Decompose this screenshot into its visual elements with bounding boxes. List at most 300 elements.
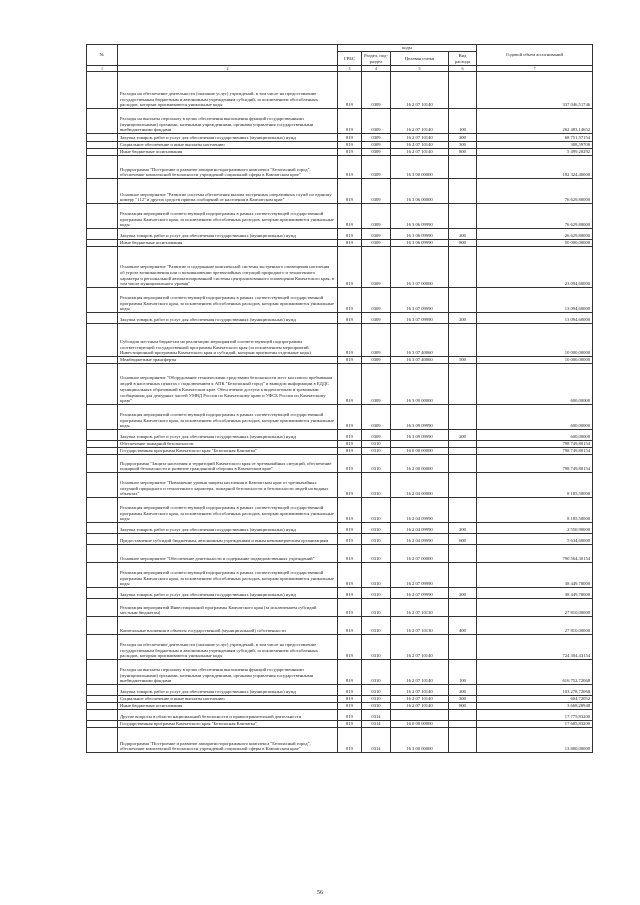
grbs-cell: 819: [338, 696, 362, 703]
item-name-cell: Реализация мероприятий соответствующей подпрограммы в рамках соответствующей государственной программы Камчатского края, за исключением обособленных расходов, которым присваиваются уникальные коды: [118, 563, 338, 588]
item-name-cell: Реализация мероприятий соответствующей подпрограммы в рамках соответствующей государственной программы Камчатского края, за исключением обособленных расходов, которым присваиваются уникальные коды: [118, 288, 338, 313]
item-name-cell: Закупка товаров, работ и услуг для обеспечения государственных (муниципальных) нужд: [118, 430, 338, 441]
section-cell: 0310: [362, 448, 391, 455]
row-number-cell: [87, 685, 118, 696]
expense-type-cell: [449, 455, 477, 473]
table-row: [87, 149, 593, 156]
grbs-cell: 819: [338, 473, 362, 498]
table-row: [87, 441, 593, 448]
expense-type-cell: [449, 156, 477, 179]
table-body: [87, 72, 593, 753]
table-row: [87, 545, 593, 563]
row-number-cell: [87, 703, 118, 710]
grbs-cell: 819: [338, 405, 362, 430]
table-row: [87, 142, 593, 149]
item-name-cell: Реализация мероприятий Инвестиционной программы Камчатского края (за исключением субсидий местным бюджетам): [118, 599, 338, 617]
expense-type-cell: 200: [449, 134, 477, 142]
table-row: [87, 563, 593, 588]
amount-cell: 103 278,72068: [477, 685, 593, 696]
target-article-cell: 16 2 00 00000: [391, 455, 449, 473]
table-row: [87, 703, 593, 710]
row-number-cell: [87, 142, 118, 149]
index-cell: 3: [338, 66, 362, 72]
target-article-cell: 16 2 07 09990: [391, 588, 449, 599]
expense-type-cell: [449, 324, 477, 357]
table-row: [87, 696, 593, 703]
expense-type-cell: [449, 441, 477, 448]
amount-cell: 38 449,78000: [477, 588, 593, 599]
grbs-cell: 819: [338, 134, 362, 142]
table-row: [87, 617, 593, 635]
codes-group-header: коды: [338, 45, 477, 52]
target-article-cell: 16 2 07 10140: [391, 142, 449, 149]
expense-type-cell: [449, 710, 477, 721]
grbs-cell: 819: [338, 498, 362, 523]
expense-type-cell: 100: [449, 109, 477, 134]
page-number: 56: [317, 890, 323, 896]
grbs-cell: 819: [338, 109, 362, 134]
section-cell: 0310: [362, 599, 391, 617]
expense-type-cell: 600: [449, 534, 477, 545]
expense-type-cell: 200: [449, 313, 477, 324]
amount-cell: 262 483,14652: [477, 109, 593, 134]
section-cell: 0309: [362, 109, 391, 134]
item-name-cell: Основное мероприятие "Развитие системы обеспечения вызова экстренных оперативных служб по единому номеру "112" и других средств приема сообщений от населения в Камчатском крае": [118, 179, 338, 204]
target-article-cell: 16 2 07 10140: [391, 109, 449, 134]
section-cell: 0309: [362, 324, 391, 357]
section-cell: 0310: [362, 617, 391, 635]
target-article-cell: 16 3 09 09990: [391, 405, 449, 430]
expense-type-cell: 300: [449, 142, 477, 149]
amount-cell: 600,00000: [477, 430, 593, 441]
section-cell: 0310: [362, 563, 391, 588]
amount-cell: 8 185,50000: [477, 498, 593, 523]
row-number-cell: [87, 660, 118, 685]
row-number-cell: [87, 635, 118, 660]
table-row: [87, 247, 593, 288]
section-cell: 0310: [362, 534, 391, 545]
grbs-cell: 819: [338, 288, 362, 313]
amount-cell: 13 800,00000: [477, 728, 593, 753]
target-article-cell: 16 2 07 10130: [391, 617, 449, 635]
expense-type-cell: 200: [449, 588, 477, 599]
expense-type-cell: 800: [449, 149, 477, 156]
index-cell: 5: [391, 66, 449, 72]
grbs-cell: 819: [338, 728, 362, 753]
index-cell: 2: [118, 66, 338, 72]
expense-type-cell: 300: [449, 696, 477, 703]
row-number-cell: [87, 721, 118, 728]
item-name-cell: Закупка товаров, работ и услуг для обеспечения государственных (муниципальных) нужд: [118, 523, 338, 534]
item-name-cell: Подпрограмма "Защита населения и территорий Камчатского края от чрезвычайных ситуаций, обеспечение пожарной безопасности и развитие гражданской обороны в Камчатском крае": [118, 455, 338, 473]
target-article-cell: 16 3 09 00000: [391, 364, 449, 405]
row-number-cell: [87, 523, 118, 534]
section-cell: 0310: [362, 660, 391, 685]
row-number-cell: [87, 313, 118, 324]
table-row: [87, 109, 593, 134]
row-number-cell: [87, 563, 118, 588]
grbs-cell: 819: [338, 247, 362, 288]
row-number-cell: [87, 357, 118, 364]
item-name-cell: Иные бюджетные ассигнования: [118, 149, 338, 156]
amount-cell: 8 185,50000: [477, 473, 593, 498]
table-row: [87, 357, 593, 364]
section-cell: 0309: [362, 313, 391, 324]
section-cell: 0309: [362, 204, 391, 229]
section-cell: 0309: [362, 149, 391, 156]
table-row: [87, 523, 593, 534]
target-article-cell: 16 2 07 09990: [391, 563, 449, 588]
expense-type-cell: [449, 635, 477, 660]
item-name-cell: Основное мероприятие "Развитие и содержание комплексной системы экстренного оповещения населения об угрозе возникновения или о возникновении чрезвычайных ситуаций природного и техногенного характера и региональной автоматизированной системы централизованного оповещения Камчатского края, в том числе муниципального уровня": [118, 247, 338, 288]
expense-type-cell: 500: [449, 357, 477, 364]
index-cell: 6: [449, 66, 477, 72]
row-number-cell: [87, 109, 118, 134]
amount-cell: 76 629,80000: [477, 179, 593, 204]
target-article-cell: 16 3 06 09990: [391, 240, 449, 247]
grbs-cell: 819: [338, 703, 362, 710]
item-name-cell: Закупка товаров, работ и услуг для обеспечения государственных (муниципальных) нужд: [118, 588, 338, 599]
amount-cell: 10 000,00000: [477, 324, 593, 357]
expense-type-cell: [449, 247, 477, 288]
row-number-cell: [87, 229, 118, 240]
expense-type-cell: 200: [449, 229, 477, 240]
item-name-cell: Закупка товаров, работ и услуг для обеспечения государственных (муниципальных) нужд: [118, 229, 338, 240]
section-cell: 0310: [362, 498, 391, 523]
expense-type-cell: [449, 204, 477, 229]
row-number-cell: [87, 710, 118, 721]
table-row: [87, 405, 593, 430]
grbs-cell: 819: [338, 156, 362, 179]
amount-cell: 798 749,80154: [477, 448, 593, 455]
grbs-cell: 819: [338, 599, 362, 617]
col-grbs-header: ГРБС: [338, 52, 362, 66]
item-name-cell: Закупка товаров, работ и услуг для обеспечения государственных (муниципальных) нужд: [118, 685, 338, 696]
section-cell: 0309: [362, 72, 391, 109]
row-number-cell: [87, 617, 118, 635]
target-article-cell: 16 3 09 09990: [391, 430, 449, 441]
table-row: [87, 599, 593, 617]
section-cell: 0310: [362, 455, 391, 473]
expense-type-cell: [449, 405, 477, 430]
item-name-cell: Иные бюджетные ассигнования: [118, 703, 338, 710]
target-article-cell: 16 3 07 40060: [391, 324, 449, 357]
section-cell: 0310: [362, 545, 391, 563]
index-cell: 7: [477, 66, 593, 72]
grbs-cell: 819: [338, 721, 362, 728]
table-row: [87, 313, 593, 324]
target-article-cell: 16 3 07 00000: [391, 247, 449, 288]
section-cell: 0310: [362, 635, 391, 660]
item-name-cell: Другие вопросы в области национальной безопасности и правоохранительной деятельности: [118, 710, 338, 721]
table-row: [87, 455, 593, 473]
target-article-cell: [391, 710, 449, 721]
expense-type-cell: 200: [449, 523, 477, 534]
target-article-cell: 16 3 00 00000: [391, 728, 449, 753]
table-row: [87, 204, 593, 229]
target-article-cell: 16 0 00 00000: [391, 448, 449, 455]
target-article-cell: 16 2 07 10130: [391, 599, 449, 617]
section-cell: 0309: [362, 156, 391, 179]
section-cell: 0310: [362, 441, 391, 448]
amount-cell: 604,72052: [477, 696, 593, 703]
amount-cell: 76 629,80000: [477, 204, 593, 229]
row-number-cell: [87, 405, 118, 430]
section-cell: 0314: [362, 728, 391, 753]
table-row: [87, 430, 593, 441]
item-name-cell: Расходы на обеспечение деятельности (оказание услуг) учреждений, в том числе на предоставление государственным бюджетным и автономным учреждениям субсидий, за исключением обособленных расходов, которым присваиваются уникальные коды: [118, 635, 338, 660]
item-name-cell: Государственная программа Камчатского края "Безопасная Камчатка": [118, 448, 338, 455]
col-amount-header: Годовой объем ассигнований: [477, 45, 593, 66]
target-article-cell: 16 3 06 00000: [391, 179, 449, 204]
amount-cell: 600,00000: [477, 405, 593, 430]
grbs-cell: 819: [338, 149, 362, 156]
row-number-cell: [87, 72, 118, 109]
item-name-cell: Расходы на выплаты персоналу в целях обеспечения выполнения функций государственными (муниципальными) органами, казенными учреждениями, органами управления государственными внебюджетными фондами: [118, 660, 338, 685]
amount-cell: 50 000,00000: [477, 240, 593, 247]
grbs-cell: 819: [338, 534, 362, 545]
expense-type-cell: [449, 498, 477, 523]
amount-cell: 724 304,43154: [477, 635, 593, 660]
grbs-cell: 819: [338, 324, 362, 357]
table-row: [87, 728, 593, 753]
row-number-cell: [87, 430, 118, 441]
item-name-cell: Межбюджетные трансферты: [118, 357, 338, 364]
index-cell: 4: [362, 66, 391, 72]
section-cell: 0309: [362, 240, 391, 247]
row-number-cell: [87, 473, 118, 498]
col-section-header: Раздел, под-раздел: [362, 52, 391, 66]
grbs-cell: 819: [338, 430, 362, 441]
target-article-cell: 16 3 06 09990: [391, 229, 449, 240]
row-number-cell: [87, 149, 118, 156]
section-cell: 0310: [362, 473, 391, 498]
table-row: [87, 179, 593, 204]
table-row: [87, 588, 593, 599]
expense-type-cell: [449, 728, 477, 753]
item-name-cell: Подпрограмма "Построение и развитие аппаратно-программного комплекса "Безопасный город", обеспечение комплексной безопасности учреждений социальной сферы в Камчатском крае": [118, 156, 338, 179]
grbs-cell: 819: [338, 441, 362, 448]
row-number-cell: [87, 179, 118, 204]
item-name-cell: Реализация мероприятий соответствующей подпрограммы в рамках соответствующей государственной программы Камчатского края, за исключением обособленных расходов, которым присваиваются уникальные коды: [118, 405, 338, 430]
grbs-cell: 819: [338, 635, 362, 660]
col-name-header: [118, 45, 338, 66]
item-name-cell: Капитальные вложения в объекты государственной (муниципальной) собственности: [118, 617, 338, 635]
section-cell: 0309: [362, 288, 391, 313]
table-row: [87, 288, 593, 313]
row-number-cell: [87, 441, 118, 448]
amount-cell: 10 000,00000: [477, 357, 593, 364]
target-article-cell: 16 2 07 10140: [391, 660, 449, 685]
grbs-cell: 819: [338, 563, 362, 588]
target-article-cell: 16 3 00 00000: [391, 156, 449, 179]
row-number-cell: [87, 498, 118, 523]
amount-cell: 337 046,51746: [477, 72, 593, 109]
expense-type-cell: [449, 721, 477, 728]
item-name-cell: Закупка товаров, работ и услуг для обеспечения государственных (муниципальных) нужд: [118, 313, 338, 324]
expense-type-cell: [449, 288, 477, 313]
row-number-cell: [87, 134, 118, 142]
amount-cell: 27 810,00000: [477, 599, 593, 617]
item-name-cell: Реализация мероприятий соответствующей подпрограммы в рамках соответствующей государственной программы Камчатского края, за исключением обособленных расходов, которым присваиваются уникальные коды: [118, 498, 338, 523]
target-article-cell: 16 2 07 10140: [391, 72, 449, 109]
amount-cell: 3 668,28948: [477, 703, 593, 710]
expense-type-cell: [449, 72, 477, 109]
amount-cell: 2 550,90000: [477, 523, 593, 534]
target-article-cell: 16 2 07 10140: [391, 703, 449, 710]
row-number-cell: [87, 588, 118, 599]
section-cell: 0314: [362, 710, 391, 721]
expense-type-cell: 400: [449, 617, 477, 635]
target-article-cell: 16 0 00 00000: [391, 721, 449, 728]
grbs-cell: 819: [338, 313, 362, 324]
amount-cell: 13 094,60000: [477, 288, 593, 313]
budget-document: [86, 44, 592, 753]
col-type-header: Вид расхода: [449, 52, 477, 66]
item-name-cell: Социальное обеспечение и иные выплаты населению: [118, 142, 338, 149]
table-row: [87, 685, 593, 696]
col-target-header: Целевая статья: [391, 52, 449, 66]
col-number-header: №: [87, 45, 118, 66]
target-article-cell: 16 2 04 09990: [391, 534, 449, 545]
target-article-cell: 16 2 07 10140: [391, 149, 449, 156]
expense-type-cell: [449, 179, 477, 204]
table-row: [87, 534, 593, 545]
section-cell: 0309: [362, 179, 391, 204]
table-row: [87, 156, 593, 179]
amount-cell: 13 094,60000: [477, 313, 593, 324]
item-name-cell: Иные бюджетные ассигнования: [118, 240, 338, 247]
target-article-cell: 16 2 07 10140: [391, 134, 449, 142]
grbs-cell: 819: [338, 455, 362, 473]
item-name-cell: Обеспечение пожарной безопасности: [118, 441, 338, 448]
amount-cell: 308,59708: [477, 142, 593, 149]
target-article-cell: 16 2 04 09990: [391, 523, 449, 534]
target-article-cell: 16 2 04 09990: [391, 498, 449, 523]
item-name-cell: Основное мероприятие "Обеспечение деятельности и содержание подведомственных учреждений": [118, 545, 338, 563]
grbs-cell: 819: [338, 72, 362, 109]
amount-cell: 798 749,80154: [477, 441, 593, 448]
item-name-cell: Основное мероприятие "Повышение уровня защиты населения в Камчатском крае от чрезвычайных ситуаций природного и техногенного характера, пожарной безопасности и безопасности людей на водных объектах": [118, 473, 338, 498]
target-article-cell: 16 3 07 40060: [391, 357, 449, 364]
expense-type-cell: [449, 599, 477, 617]
expense-type-cell: [449, 364, 477, 405]
section-cell: 0309: [362, 357, 391, 364]
table-row: [87, 229, 593, 240]
grbs-cell: 819: [338, 660, 362, 685]
section-cell: 0310: [362, 703, 391, 710]
expense-type-cell: [449, 448, 477, 455]
expense-type-cell: [449, 473, 477, 498]
section-cell: 0309: [362, 364, 391, 405]
table-row: [87, 473, 593, 498]
table-row: [87, 240, 593, 247]
row-number-cell: [87, 204, 118, 229]
item-name-cell: Государственная программа Камчатского края "Безопасная Камчатка": [118, 721, 338, 728]
grbs-cell: 819: [338, 364, 362, 405]
amount-cell: 27 810,00000: [477, 617, 593, 635]
grbs-cell: 819: [338, 179, 362, 204]
item-name-cell: Основное мероприятие "Оборудование техническими средствами безопасности мест массового пребывания людей в населенных пунктах с подключением к АПК "Безопасный город" и выводом информации в ЕДДС муниципальных образований в Камчатском крае. Обеспечение доступа к видеопотокам и тревожным сообщениям для дежурных частей УМВД России по Камчатскому краю и УФСБ России по Камчатскому краю": [118, 364, 338, 405]
index-cell: 1: [87, 66, 118, 72]
grbs-cell: 819: [338, 545, 362, 563]
amount-cell: 23 094,60000: [477, 247, 593, 288]
section-cell: 0314: [362, 721, 391, 728]
section-cell: 0310: [362, 685, 391, 696]
item-name-cell: Подпрограмма "Построение и развитие аппаратно-программного комплекса "Безопасный город", обеспечение комплексной безопасности учреждений социальной сферы в Камчатском крае": [118, 728, 338, 753]
expense-type-cell: 800: [449, 240, 477, 247]
table-header: [87, 45, 593, 72]
row-number-cell: [87, 240, 118, 247]
item-name-cell: Закупка товаров, работ и услуг для обеспечения государственных (муниципальных) нужд: [118, 134, 338, 142]
row-number-cell: [87, 599, 118, 617]
amount-cell: 17 685,83200: [477, 721, 593, 728]
grbs-cell: 819: [338, 240, 362, 247]
grbs-cell: 819: [338, 448, 362, 455]
amount-cell: 102 324,40000: [477, 156, 593, 179]
target-article-cell: 16 3 07 09990: [391, 288, 449, 313]
grbs-cell: 819: [338, 523, 362, 534]
grbs-cell: 819: [338, 588, 362, 599]
amount-cell: 68 751,57154: [477, 134, 593, 142]
amount-cell: 5 634,60000: [477, 534, 593, 545]
amount-cell: 616 752,72068: [477, 660, 593, 685]
grbs-cell: 819: [338, 142, 362, 149]
target-article-cell: 16 3 07 09990: [391, 313, 449, 324]
target-article-cell: 16 2 07 10140: [391, 635, 449, 660]
item-name-cell: Реализация мероприятий соответствующей подпрограммы в рамках соответствующей государственной программы Камчатского края, за исключением обособленных расходов, которым присваиваются уникальные коды: [118, 204, 338, 229]
row-number-cell: [87, 288, 118, 313]
target-article-cell: 16 2 07 10140: [391, 685, 449, 696]
amount-cell: 600,00000: [477, 364, 593, 405]
section-cell: 0310: [362, 696, 391, 703]
amount-cell: 26 629,80000: [477, 229, 593, 240]
section-cell: 0310: [362, 588, 391, 599]
section-cell: 0310: [362, 523, 391, 534]
amount-cell: 38 449,78000: [477, 563, 593, 588]
expense-type-cell: 200: [449, 430, 477, 441]
table-row: [87, 324, 593, 357]
section-cell: 0309: [362, 229, 391, 240]
expense-type-cell: 800: [449, 703, 477, 710]
grbs-cell: 819: [338, 229, 362, 240]
table-row: [87, 448, 593, 455]
item-name-cell: Социальное обеспечение и иные выплаты населению: [118, 696, 338, 703]
row-number-cell: [87, 156, 118, 179]
expense-type-cell: 200: [449, 685, 477, 696]
amount-cell: 5 499,20292: [477, 149, 593, 156]
grbs-cell: 819: [338, 357, 362, 364]
row-number-cell: [87, 455, 118, 473]
table-row: [87, 710, 593, 721]
target-article-cell: 16 2 04 00000: [391, 473, 449, 498]
target-article-cell: 16 2 07 10140: [391, 696, 449, 703]
section-cell: 0309: [362, 405, 391, 430]
row-number-cell: [87, 696, 118, 703]
section-cell: 0309: [362, 134, 391, 142]
row-number-cell: [87, 545, 118, 563]
item-name-cell: Предоставление субсидий бюджетным, автономным учреждениям и иным некоммерческим организациям: [118, 534, 338, 545]
section-cell: 0309: [362, 430, 391, 441]
item-name-cell: Расходы на обеспечение деятельности (оказание услуг) учреждений, в том числе на предоставление государственным бюджетным и автономным учреждениям субсидий, за исключением обособленных расходов, которым присваиваются уникальные коды: [118, 72, 338, 109]
table-row: [87, 72, 593, 109]
grbs-cell: 819: [338, 685, 362, 696]
item-name-cell: Субсидии местным бюджетам на реализацию мероприятий соответствующей подпрограммы соответствующей государственной программы Камчатского края (за исключением мероприятий Инвестиционной программы Камчатского края и субсидий, которым присвоены отдельные коды): [118, 324, 338, 357]
target-article-cell: 16 2 07 00000: [391, 545, 449, 563]
row-number-cell: [87, 534, 118, 545]
table-row: [87, 364, 593, 405]
table-row: [87, 721, 593, 728]
